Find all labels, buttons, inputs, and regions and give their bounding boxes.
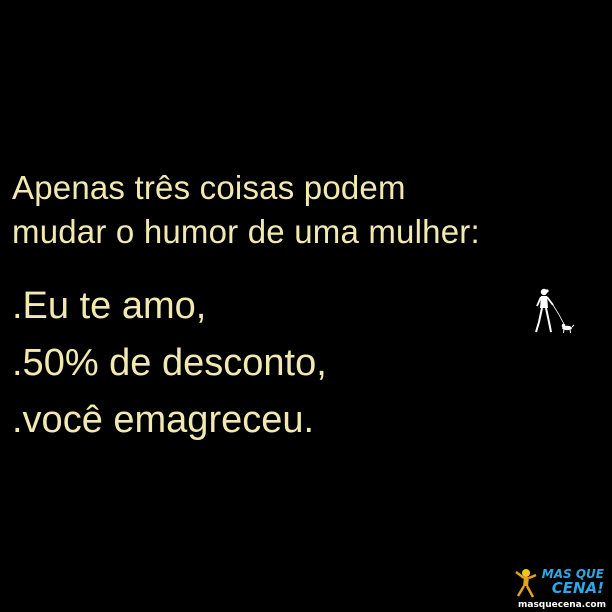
list-item: .50% de desconto,: [12, 342, 327, 384]
watermark-title: [542, 568, 604, 596]
watermark-title-line-2: CENA!: [551, 579, 604, 597]
woman-walking-dog-icon: [526, 286, 576, 336]
dancing-figure-logo: [508, 566, 542, 600]
list-item: .você emagreceu.: [12, 399, 315, 441]
intro-text: [12, 166, 480, 254]
intro-line-2: mudar o humor de uma mulher:: [12, 213, 480, 250]
list-item: .Eu te amo,: [12, 285, 207, 327]
mood-changers-list: [12, 278, 327, 449]
watermark-url: masquecena.com: [518, 600, 606, 610]
intro-line-1: Apenas três coisas podem: [12, 169, 406, 206]
watermark-title-line-1: MAS QUE: [541, 567, 604, 581]
watermark: [506, 566, 606, 610]
